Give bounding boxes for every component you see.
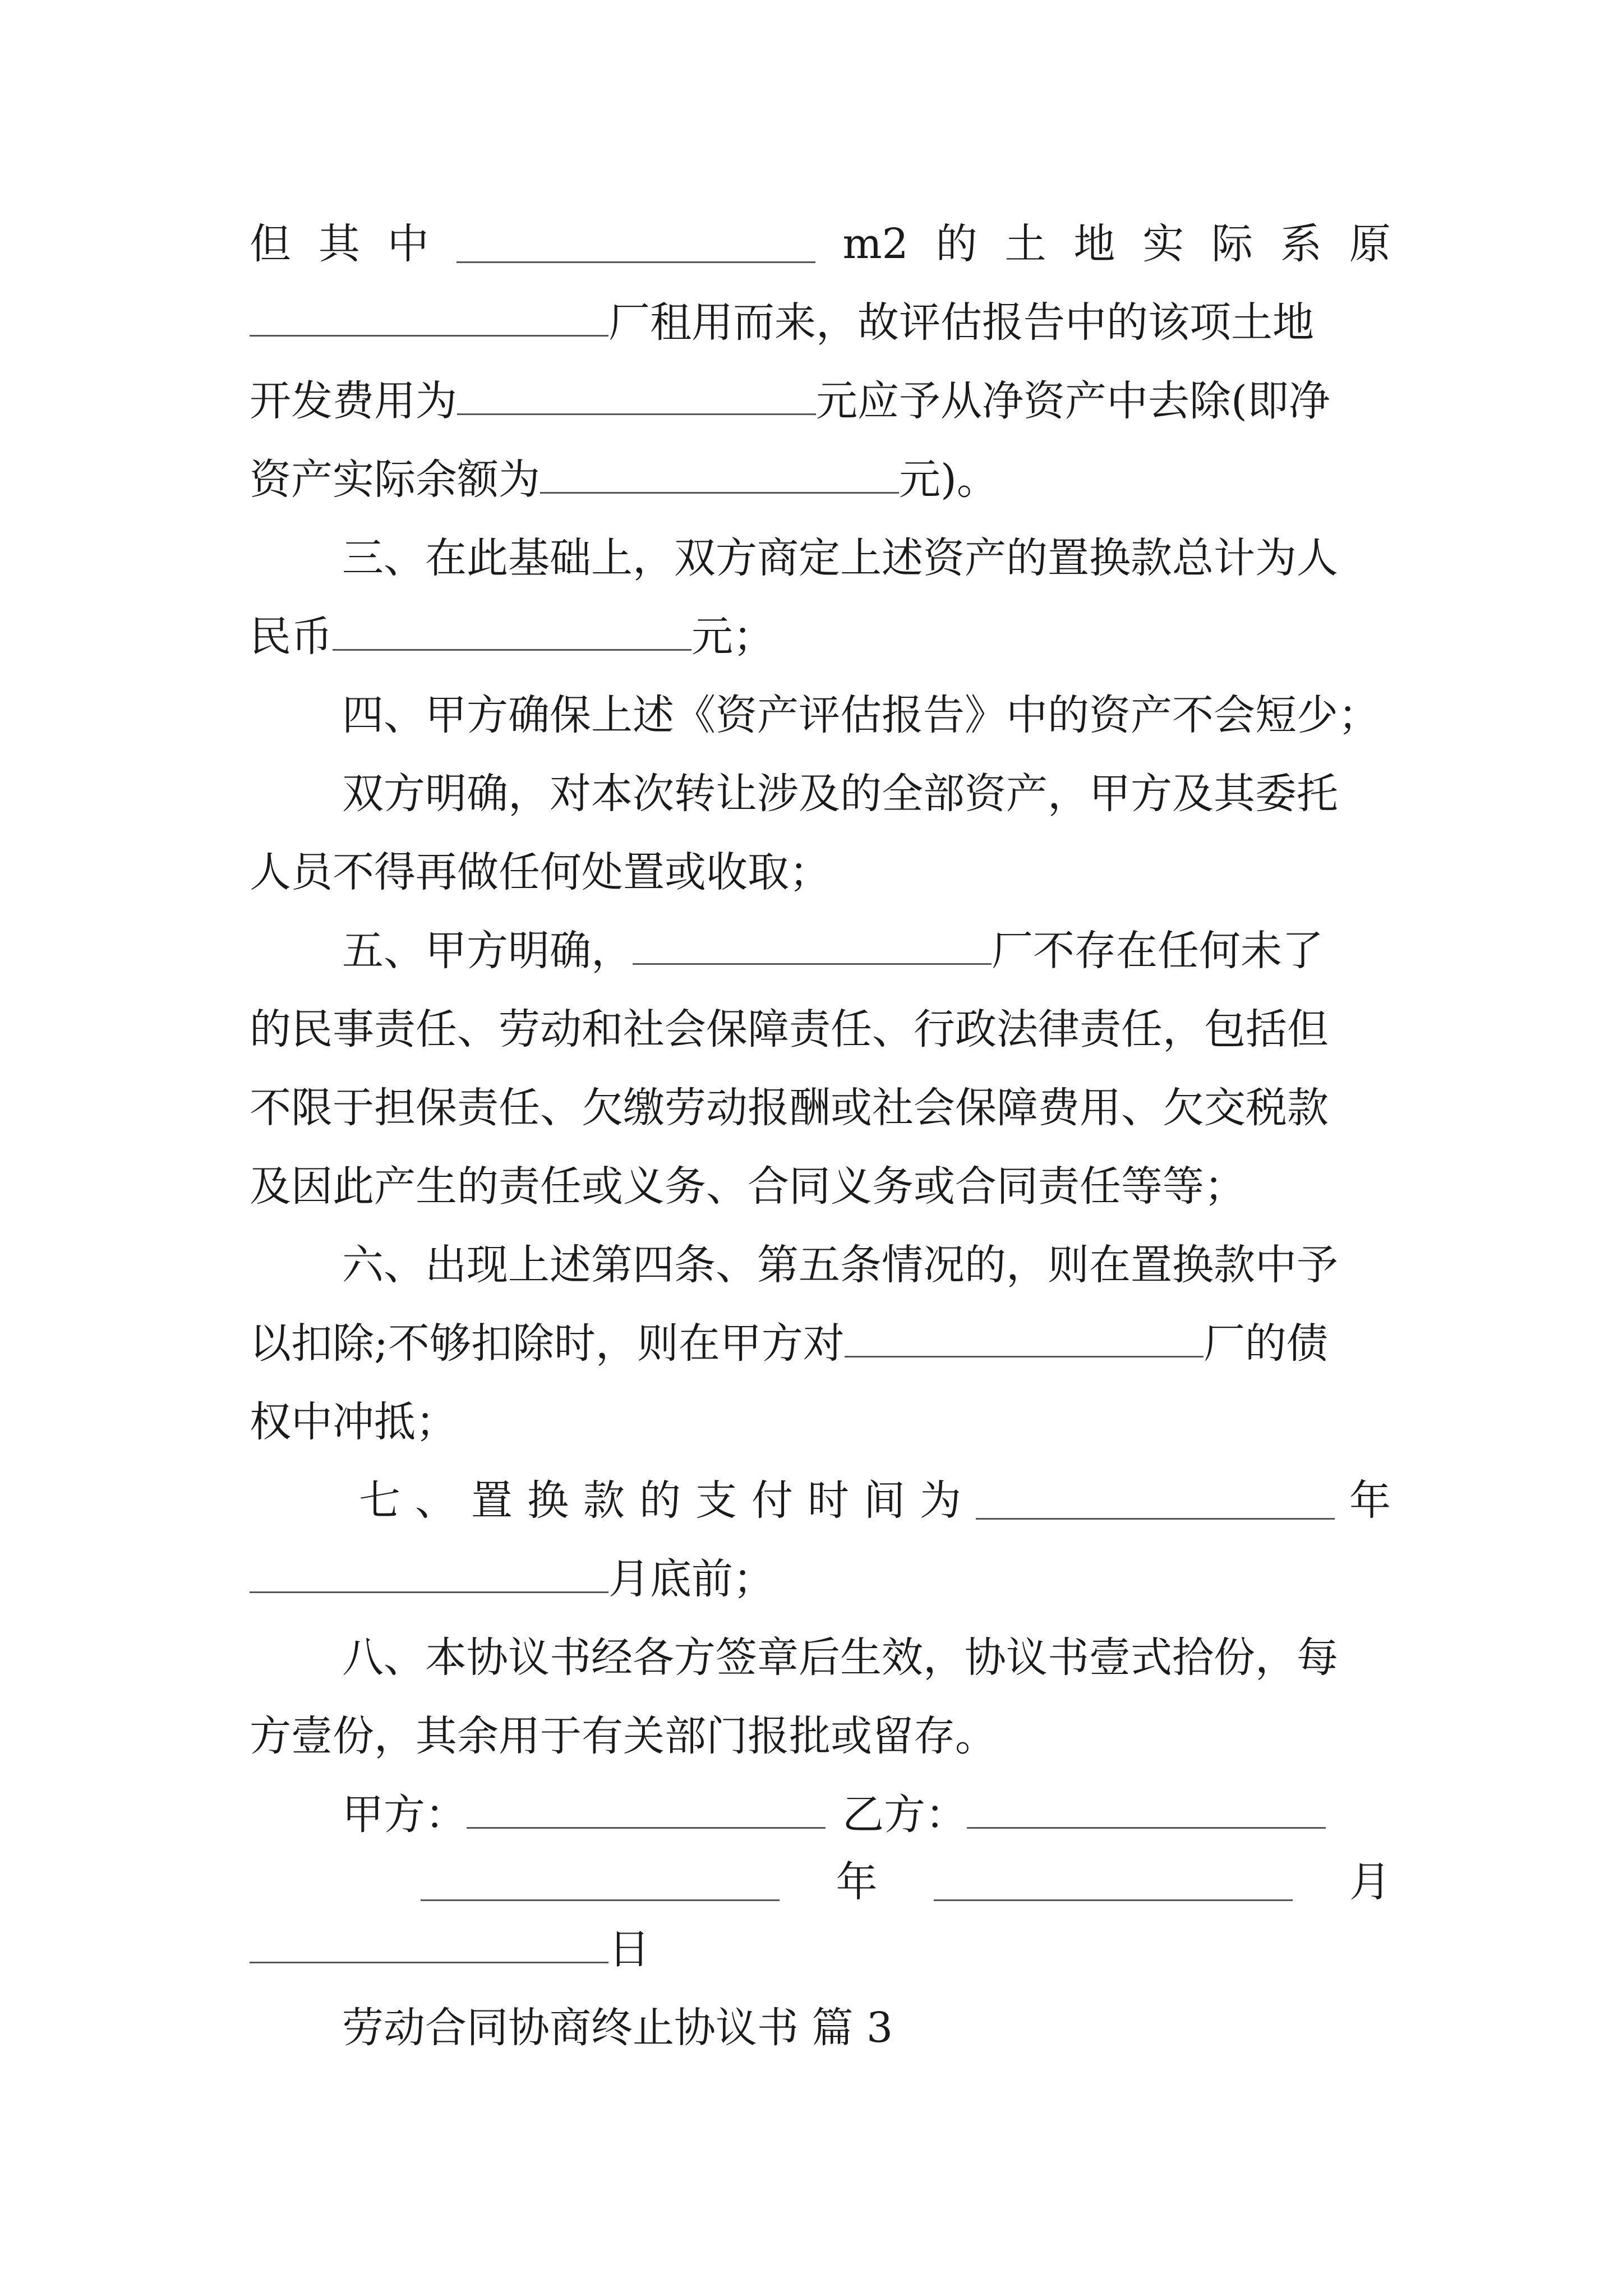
char: 际 [1211,220,1253,268]
clause-5-line-1: 五、甲方明确， 厂不存在任何未了 [342,927,1324,975]
date-day-line: 日 [250,1913,1391,1986]
clause-7-line-2: 月底前； [250,1543,1391,1616]
fill-blank[interactable] [457,378,816,415]
char: 地 [1073,220,1115,268]
clause-6-line-3: 权中冲抵； [250,1398,457,1446]
party-a-label: 甲方： [342,1791,467,1839]
date-year-blank[interactable] [421,1864,780,1901]
clause-8-line-2: 方壹份，其余用于有关部门报批或留存。 [250,1712,997,1760]
fill-blank[interactable] [976,1482,1335,1520]
clause-4-line-2: 双方明确，对本次转让涉及的全部资产，甲方及其委托 [342,770,1338,818]
char: 中 [387,220,429,268]
date-day-blank[interactable] [250,1926,608,1963]
text-line-1 [250,208,1391,280]
clause-3-line-2: 民币 元； [250,613,774,661]
char: 原 [1349,220,1391,268]
char: 实 [1142,220,1184,268]
clause-5-line-2: 的民事责任、劳动和社会保障责任、行政法律责任，包括但 [250,1005,1329,1053]
fill-blank[interactable] [633,927,992,965]
char: 的 [935,220,978,268]
fill-blank[interactable] [540,456,899,494]
clause-3-line-1: 三、在此基础上，双方商定上述资产的置换款总计为人 [342,534,1338,582]
text-line-2: 厂租用而来，故评估报告中的该项土地 [250,286,1391,359]
clause-5-line-3: 不限于担保责任、欠缴劳动报酬或社会保障费用、欠交税款 [250,1084,1329,1132]
clause-8-line-1: 八、本协议书经各方签章后生效，协议书壹式拾份，每 [342,1634,1338,1682]
char: 其 [318,220,360,268]
fill-blank[interactable] [250,1556,608,1593]
char: 土 [1004,220,1046,268]
clause-4-line-1: 四、甲方确保上述《资产评估报告》中的资产不会短少； [342,691,1380,739]
char: 但 [250,220,291,268]
date-month-blank[interactable] [934,1864,1293,1901]
fill-blank[interactable] [333,613,691,651]
clause-4-line-3: 人员不得再做任何处置或收取； [250,848,831,896]
fill-blank[interactable] [457,226,815,263]
text-line-3: 开发费用为 元应予从净资产中去除(即净 [250,377,1330,425]
clause-5-line-4: 及因此产生的责任或义务、合同义务或合同责任等等； [250,1162,1246,1211]
party-b-signature-blank[interactable] [967,1791,1326,1829]
date-line: 年 月 [421,1846,1391,1918]
text-line-4: 资产实际余额为 元)。 [250,455,998,504]
signature-line [342,1778,1391,1851]
clause-7-line-1: 七 、 置 换 款 的 支 付 时 间 为 年 [359,1476,1391,1525]
fill-blank[interactable] [250,299,608,337]
fill-blank[interactable] [845,1320,1204,1358]
party-b-label: 乙方： [842,1791,967,1839]
clause-6-line-2: 以扣除;不够扣除时，则在甲方对 厂的债 [250,1319,1328,1368]
party-a-signature-blank[interactable] [467,1791,826,1829]
clause-6-line-1: 六、出现上述第四条、第五条情况的，则在置换款中予 [342,1241,1338,1289]
char: 系 [1280,220,1322,268]
next-section-heading: 劳动合同协商终止协议书 篇 3 [342,2004,893,2052]
unit-text: m2 [842,220,909,268]
